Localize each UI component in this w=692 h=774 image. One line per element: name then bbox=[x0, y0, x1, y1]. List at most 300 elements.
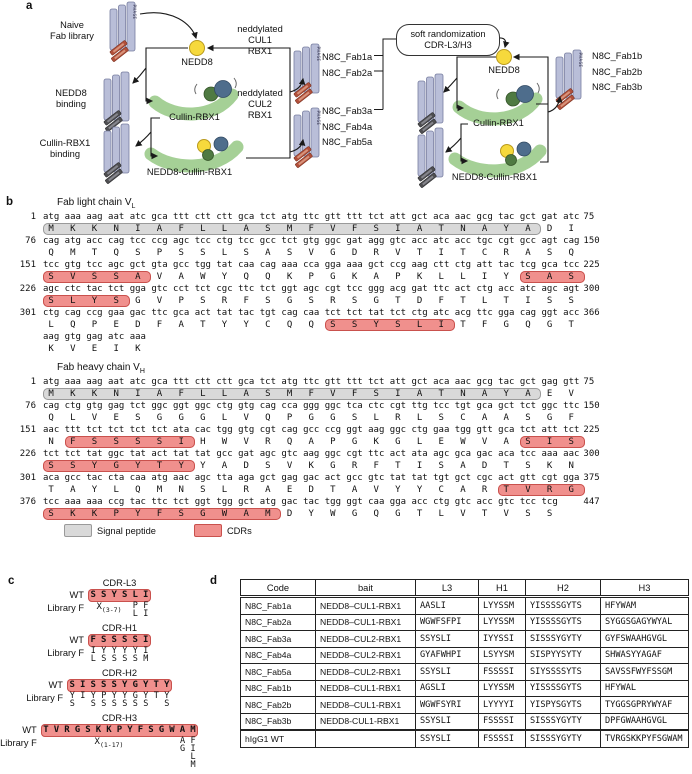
library-residue: Y bbox=[111, 691, 117, 701]
residue: V bbox=[308, 248, 314, 258]
residue: A bbox=[525, 248, 531, 258]
table-header bbox=[241, 580, 689, 597]
label-line: N8C_Fab4a bbox=[322, 121, 373, 132]
residue: S bbox=[351, 320, 358, 330]
wt-residue: S bbox=[111, 635, 117, 645]
position-end: 150 bbox=[583, 236, 600, 246]
residue: G bbox=[330, 461, 336, 471]
amino-acid-row bbox=[6, 460, 692, 472]
library-column bbox=[130, 647, 141, 663]
residue: V bbox=[70, 272, 76, 282]
library-residue: Y bbox=[143, 691, 149, 701]
residue: A bbox=[265, 485, 271, 495]
label-line: binding bbox=[50, 149, 80, 159]
residue: S bbox=[48, 509, 54, 519]
library-column bbox=[99, 647, 110, 663]
residue: S bbox=[351, 413, 358, 423]
wt-residue: I bbox=[143, 590, 149, 600]
output-phage-b-icon bbox=[553, 50, 583, 110]
residue: C bbox=[438, 485, 444, 495]
residue: G bbox=[395, 437, 401, 447]
sequence-line bbox=[6, 284, 692, 307]
nucleotide-sequence: aac ttt tct tct tct tct ata cac tgg gtg cgt cag gcc ccg ggt aag ggc ctg gaa tgg gtt gca tct att tct bbox=[43, 425, 580, 435]
residue: F bbox=[308, 224, 314, 234]
nucleotide-sequence: aag gtg gag atc aaa bbox=[43, 332, 146, 342]
residue: S bbox=[265, 389, 271, 399]
residue: L bbox=[416, 320, 423, 330]
residue: V bbox=[156, 296, 163, 306]
library-residue: S bbox=[122, 699, 128, 709]
residue: K bbox=[91, 389, 98, 399]
library-column bbox=[109, 692, 120, 708]
residue: A bbox=[243, 389, 249, 399]
x-randomization-span bbox=[41, 737, 178, 750]
residue: V bbox=[156, 272, 163, 282]
nucleotide-row bbox=[6, 260, 692, 271]
residue: G bbox=[200, 413, 206, 423]
residue: A bbox=[503, 413, 509, 423]
wt-residue: I bbox=[143, 635, 149, 645]
library-residue: L bbox=[132, 609, 138, 619]
residue: S bbox=[568, 437, 574, 447]
sequence-cell: FSSSSI bbox=[479, 730, 526, 747]
bait-cell: NEDD8-CUL1-RBX1 bbox=[316, 713, 416, 730]
table-row bbox=[241, 697, 689, 714]
sequence-cell: LYYYYI bbox=[479, 697, 526, 714]
cdr-title: CDR-L3 bbox=[102, 578, 137, 588]
residue: Q bbox=[286, 320, 293, 330]
library-residue: S bbox=[101, 654, 107, 664]
x-randomization-span bbox=[88, 602, 130, 615]
residue: T bbox=[330, 485, 336, 495]
residue: A bbox=[525, 224, 531, 234]
residue: A bbox=[503, 437, 509, 447]
library-residue: I bbox=[190, 744, 196, 754]
wt-residue: Y bbox=[122, 680, 128, 690]
cdr-swatch bbox=[194, 524, 222, 537]
aa-run bbox=[151, 271, 519, 283]
label-line: N8C_Fab1a bbox=[322, 52, 373, 62]
cdr-block bbox=[2, 578, 237, 618]
arrow-to-cullin-binders bbox=[136, 132, 151, 146]
sequence-cell: FSSSSI bbox=[479, 713, 526, 730]
residue: I bbox=[178, 437, 184, 447]
residue: A bbox=[308, 437, 314, 447]
sequence-line bbox=[6, 236, 692, 259]
label-line: N8C_Fab2b bbox=[592, 66, 643, 77]
wt-residue: Y bbox=[143, 680, 149, 690]
residue: R bbox=[330, 296, 336, 306]
residue: D bbox=[308, 485, 314, 495]
residue: A bbox=[265, 248, 271, 258]
residue: Y bbox=[135, 461, 141, 471]
library-columns bbox=[88, 602, 151, 618]
amino-acid-row bbox=[6, 319, 692, 331]
label-line: N8C_Fab1b bbox=[592, 51, 643, 61]
library-residue: M bbox=[143, 654, 149, 664]
position-end: 150 bbox=[583, 401, 600, 411]
library-column bbox=[130, 692, 141, 708]
nedd8-cullin-rbx1-label: NEDD8-Cullin-RBX1 bbox=[146, 167, 233, 177]
residue: S bbox=[438, 413, 444, 423]
residue: S bbox=[525, 413, 531, 423]
sequence-line bbox=[6, 260, 692, 283]
aa-run bbox=[43, 436, 65, 448]
residue: A bbox=[178, 272, 184, 282]
fab-clones-table bbox=[240, 579, 689, 748]
residue: S bbox=[265, 461, 271, 471]
residue: G bbox=[546, 413, 553, 423]
amino-acid-row bbox=[6, 484, 692, 496]
residue: P bbox=[286, 413, 293, 423]
cdr-block bbox=[2, 668, 237, 708]
legend-label: CDRs bbox=[226, 525, 252, 536]
residue: L bbox=[416, 437, 423, 447]
sequence-cell: SSYSLI bbox=[416, 713, 479, 730]
residue: S bbox=[568, 272, 574, 282]
wt-label: WT bbox=[48, 680, 63, 690]
fab-outputs-cul2-list bbox=[322, 104, 378, 151]
code-cell: N8C_Fab2b bbox=[241, 697, 316, 714]
residue: S bbox=[243, 248, 249, 258]
sequence-cell: SSYSLI bbox=[416, 664, 479, 681]
residue: S bbox=[135, 437, 141, 447]
nucleotide-row bbox=[6, 449, 692, 460]
residue: I bbox=[416, 461, 423, 471]
residue: D bbox=[481, 461, 488, 471]
sequence-line bbox=[6, 449, 692, 472]
residue: L bbox=[221, 389, 228, 399]
residue: F bbox=[156, 320, 163, 330]
residue: A bbox=[460, 485, 466, 495]
residue: S bbox=[48, 461, 54, 471]
residue: L bbox=[221, 413, 228, 423]
rbx1-subunit-icon bbox=[203, 150, 214, 161]
residue: T bbox=[460, 296, 466, 306]
residue: K bbox=[91, 509, 98, 519]
cullin-binding-phage-icon bbox=[101, 124, 129, 184]
library-residue: S bbox=[164, 699, 170, 709]
position-start: 1 bbox=[30, 212, 36, 222]
neddylated-cul1-label bbox=[232, 24, 288, 57]
legend bbox=[64, 524, 252, 537]
position-start: 376 bbox=[19, 497, 36, 507]
residue: V bbox=[330, 389, 336, 399]
nucleotide-row bbox=[6, 332, 692, 343]
wt-residue: T bbox=[153, 680, 159, 690]
sequence-cell: SHWASYYAGAF bbox=[601, 647, 689, 664]
cdr-highlight bbox=[325, 319, 455, 331]
wt-residue: P bbox=[116, 725, 123, 735]
residue: M bbox=[48, 224, 54, 234]
residue: F bbox=[438, 296, 444, 306]
aa-run bbox=[43, 343, 151, 355]
residue: S bbox=[525, 509, 531, 519]
legend-item bbox=[194, 524, 252, 537]
position-end: 366 bbox=[583, 308, 600, 318]
naive-library-phage-icon bbox=[107, 2, 137, 62]
library-residue: F bbox=[143, 601, 149, 611]
library-column bbox=[99, 692, 110, 708]
residue: T bbox=[503, 485, 509, 495]
residue: A bbox=[351, 485, 358, 495]
residue: G bbox=[200, 509, 206, 519]
nucleotide-sequence: atg aaa aag aat atc gca ttt ctt ctt gca tct atg ttc gtt ttt tct att gct aca aac gcg tac gct gat atc bbox=[43, 212, 580, 222]
residue: F bbox=[351, 389, 358, 399]
residue: S bbox=[91, 437, 98, 447]
residue: Y bbox=[503, 389, 509, 399]
amino-acid-row bbox=[6, 247, 692, 259]
residue: V bbox=[70, 344, 76, 354]
substrate-subunit-icon bbox=[517, 86, 534, 103]
residue: Q bbox=[265, 413, 271, 423]
table-row bbox=[241, 614, 689, 631]
residue: F bbox=[70, 437, 76, 447]
residue: Y bbox=[221, 272, 228, 282]
residue: R bbox=[243, 485, 249, 495]
library-residue: I bbox=[90, 646, 96, 656]
amino-acid-row bbox=[6, 412, 692, 424]
residue: K bbox=[70, 224, 76, 234]
library-f-label: Library F bbox=[26, 693, 63, 703]
fab-outputs-b-list bbox=[592, 49, 648, 96]
library-residue: L bbox=[90, 654, 96, 664]
nedd8-binding-phage-icon bbox=[101, 72, 129, 132]
residue: N bbox=[178, 485, 184, 495]
library-residue: S bbox=[132, 699, 138, 709]
residue: S bbox=[525, 272, 531, 282]
residue: V bbox=[395, 248, 401, 258]
residue: Y bbox=[178, 461, 184, 471]
nucleotide-sequence: tct tct tat ggc tat act tat tat gcc gat agc gtc aag ggc cgt ttc act ata agc gca gac aca tcc aaa aac bbox=[43, 449, 580, 459]
residue: S bbox=[200, 296, 206, 306]
wt-residue: T bbox=[43, 725, 49, 735]
legend-label: Signal peptide bbox=[97, 525, 156, 536]
column-header: H2 bbox=[526, 580, 601, 597]
residue: E bbox=[438, 437, 444, 447]
residue: S bbox=[135, 413, 141, 423]
heavy-chain-title bbox=[57, 362, 145, 375]
residue: Y bbox=[395, 485, 401, 495]
amino-acid-row bbox=[6, 295, 692, 307]
residue: T bbox=[568, 320, 574, 330]
residue: A bbox=[416, 224, 423, 234]
position-end: 447 bbox=[583, 497, 600, 507]
residue: P bbox=[178, 296, 184, 306]
residue: W bbox=[221, 509, 228, 519]
residue: A bbox=[156, 389, 163, 399]
amino-acid-row bbox=[6, 388, 692, 400]
library-residue: Y bbox=[111, 646, 117, 656]
column-header: H3 bbox=[601, 580, 689, 597]
library-residue: Y bbox=[122, 646, 128, 656]
residue: K bbox=[286, 272, 293, 282]
sequence-line bbox=[6, 377, 692, 400]
cdr-highlight bbox=[43, 295, 130, 307]
sequence-cell: SISSSYGYTY bbox=[526, 631, 601, 648]
residue: Y bbox=[91, 296, 98, 306]
residue: L bbox=[221, 224, 228, 234]
fab-outputs-cul1-list bbox=[322, 50, 378, 81]
residue: T bbox=[460, 320, 466, 330]
label-line: CUL1 bbox=[248, 35, 272, 45]
wt-residue: S bbox=[101, 680, 107, 690]
residue: G bbox=[503, 320, 509, 330]
sequence-cell: SAVSSFWYFSSGM bbox=[601, 664, 689, 681]
residue: L bbox=[438, 509, 444, 519]
aa-run bbox=[43, 412, 585, 424]
residue: T bbox=[156, 461, 163, 471]
aa-run bbox=[43, 319, 325, 331]
residue: Y bbox=[91, 461, 98, 471]
residue: K bbox=[70, 509, 76, 519]
residue: V bbox=[568, 389, 574, 399]
residue: K bbox=[373, 437, 379, 447]
residue: M bbox=[70, 248, 76, 258]
residue: G bbox=[330, 413, 336, 423]
library-column bbox=[130, 602, 141, 618]
residue: S bbox=[70, 461, 76, 471]
residue: I bbox=[568, 224, 574, 234]
residue: A bbox=[416, 389, 423, 399]
aa-run bbox=[281, 508, 563, 520]
arrow-naive-to-nedd8 bbox=[140, 13, 196, 38]
table-row bbox=[241, 713, 689, 730]
panel-c-label: c bbox=[8, 575, 15, 587]
sequence-cell: TYGGSGPRYWYAF bbox=[601, 697, 689, 714]
residue: F bbox=[481, 320, 488, 330]
residue: L bbox=[200, 389, 206, 399]
sequence-cell: YISPYSGYTS bbox=[526, 697, 601, 714]
residue: D bbox=[243, 461, 249, 471]
wt-residue: S bbox=[90, 590, 96, 600]
sequence-cell: TVRGSKKPYFSGWAM bbox=[601, 730, 689, 747]
sequence-cell: SIYSSSSYTS bbox=[526, 664, 601, 681]
residue: V bbox=[460, 509, 466, 519]
residue: G bbox=[178, 413, 184, 423]
sequence-cell: FSSSSI bbox=[479, 664, 526, 681]
label-line: NEDD8 bbox=[55, 88, 87, 98]
x-label: X bbox=[94, 737, 100, 747]
library-f-label: Library F bbox=[0, 738, 37, 748]
sequence-cell: YISSSSGYTS bbox=[526, 614, 601, 631]
aa-run bbox=[130, 295, 585, 307]
residue: G bbox=[135, 296, 141, 306]
column-header: L3 bbox=[416, 580, 479, 597]
nedd8-label: NEDD8 bbox=[181, 57, 213, 67]
residue: V bbox=[91, 413, 98, 423]
library-residue: I bbox=[80, 691, 86, 701]
library-column bbox=[78, 692, 89, 708]
residue: S bbox=[525, 461, 531, 471]
sequence-cell: SYGGSGAGYWYAL bbox=[601, 614, 689, 631]
wt-residue: F bbox=[90, 635, 96, 645]
residue: A bbox=[243, 509, 249, 519]
label-line: N8C_Fab5a bbox=[322, 137, 373, 147]
residue: Y bbox=[503, 224, 509, 234]
wt-residue: M bbox=[190, 725, 196, 735]
residue: Q bbox=[286, 437, 293, 447]
table-row bbox=[241, 647, 689, 664]
residue: K bbox=[135, 344, 141, 354]
residue: L bbox=[113, 485, 119, 495]
nedd8-binding-label bbox=[40, 88, 102, 110]
sequence-cell: HFYWAM bbox=[601, 597, 689, 615]
library-residue: S bbox=[143, 699, 149, 709]
library-column bbox=[141, 602, 152, 618]
cullin-rbx1-binding-label bbox=[28, 138, 102, 160]
residue: R bbox=[481, 485, 488, 495]
position-start: 1 bbox=[30, 377, 36, 387]
residue: A bbox=[70, 485, 76, 495]
panel-a-diagram bbox=[0, 0, 692, 200]
bracket-selection-4 bbox=[461, 124, 468, 161]
input-phage-round2a-icon bbox=[415, 74, 443, 134]
aa-run bbox=[195, 460, 585, 472]
residue: A bbox=[481, 224, 488, 234]
sequence-line bbox=[6, 473, 692, 496]
residue: N bbox=[113, 389, 119, 399]
panel-b-label: b bbox=[6, 196, 14, 208]
residue: G bbox=[546, 320, 553, 330]
output-phage-cul1-icon bbox=[291, 44, 321, 104]
sequence-cell: LYYSSM bbox=[479, 614, 526, 631]
label-line: CUL2 bbox=[248, 99, 272, 109]
library-residue: A bbox=[179, 736, 186, 746]
wt-residue: S bbox=[101, 635, 107, 645]
label-line: neddylated bbox=[237, 24, 283, 34]
library-f-label: Library F bbox=[47, 648, 84, 658]
code-cell: N8C_Fab3a bbox=[241, 631, 316, 648]
label-line: CDR-L3/H3 bbox=[424, 40, 472, 50]
library-residue: S bbox=[122, 654, 128, 664]
residue: P bbox=[395, 272, 401, 282]
residue: S bbox=[156, 437, 163, 447]
residue: S bbox=[200, 485, 206, 495]
sequence-cell: AGSLI bbox=[416, 680, 479, 697]
library-column bbox=[88, 647, 99, 663]
residue: L bbox=[48, 320, 54, 330]
residue: E bbox=[286, 485, 293, 495]
substrate-subunit-icon bbox=[214, 137, 228, 151]
residue: A bbox=[156, 224, 163, 234]
bait-cell bbox=[316, 730, 416, 747]
residue: W bbox=[460, 437, 466, 447]
wt-residue: F bbox=[137, 725, 144, 735]
arrow-to-round2-phage2 bbox=[446, 138, 461, 152]
label-line: soft randomization bbox=[410, 29, 486, 39]
residue: S bbox=[113, 437, 119, 447]
nucleotide-row bbox=[6, 236, 692, 247]
nucleotide-sequence: tcc aaa aaa ccg tac ttc tct ggt tgg gct atg gac tac tgg ggt caa gga acc ctg gtc acc gtc tcc tcg bbox=[43, 497, 558, 507]
residue: S bbox=[135, 248, 141, 258]
residue: Q bbox=[48, 248, 54, 258]
residue: S bbox=[48, 296, 54, 306]
sequence-cell: SISPYYSYTY bbox=[526, 647, 601, 664]
cdr-highlight bbox=[43, 508, 281, 520]
arrow-to-nedd8-binders bbox=[133, 68, 146, 83]
sequence-cell: GYAFWHPI bbox=[416, 647, 479, 664]
residue: I bbox=[525, 296, 531, 306]
residue: T bbox=[438, 389, 444, 399]
nedd8-label: NEDD8 bbox=[488, 65, 520, 75]
residue: S bbox=[308, 296, 314, 306]
sequence-line bbox=[6, 401, 692, 424]
residue: L bbox=[373, 413, 379, 423]
library-columns bbox=[88, 647, 151, 663]
wt-label: WT bbox=[69, 590, 84, 600]
light-chain-title bbox=[57, 197, 135, 210]
